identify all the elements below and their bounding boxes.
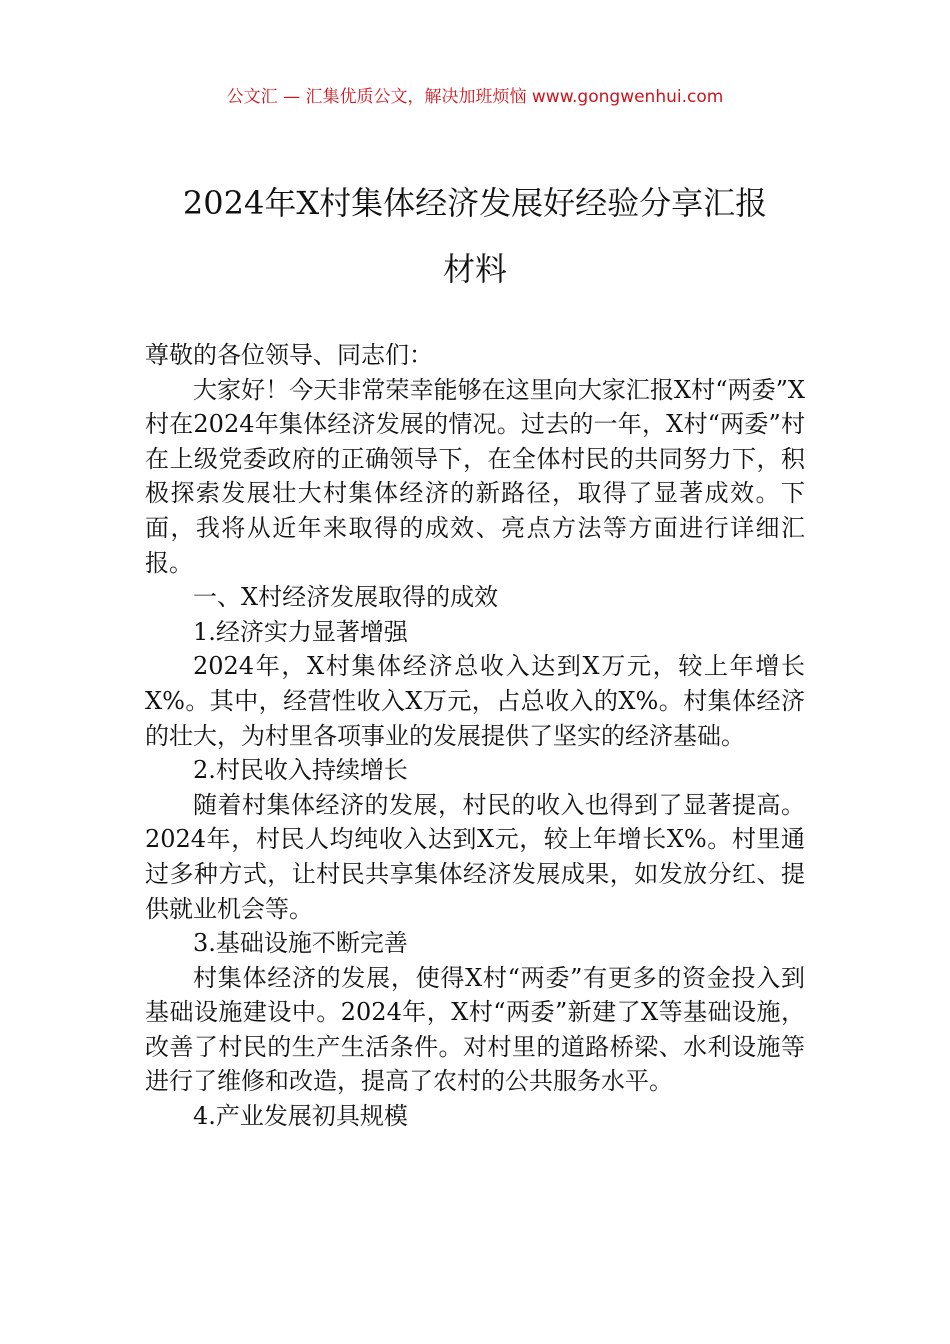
paragraph-1: 2024年，X村集体经济总收入达到X万元，较上年增长X%。其中，经营性收入X万元，占总收入的X%。村集体经济的壮大，为村里各项事业的发展提供了坚实的经济基础。 bbox=[145, 652, 805, 750]
paragraph-3: 村集体经济的发展，使得X村“两委”有更多的资金投入到基础设施建设中。2024年，X村“两委”新建了X等基础设施，改善了村民的生产生活条件。对村里的道路桥梁、水利设施等进行了维修和改造，提高了农村的公共服务水平。 bbox=[145, 963, 805, 1096]
document-body bbox=[145, 338, 805, 1134]
watermark-banner[interactable]: 公文汇 — 汇集优质公文，解决加班烦恼 www.gongwenhui.com bbox=[226, 87, 724, 107]
subheading-2: 2.村民收入持续增长 bbox=[193, 756, 408, 785]
subheading-4: 4.产业发展初具规模 bbox=[193, 1102, 408, 1131]
title-line-2: 材料 bbox=[442, 250, 507, 288]
title-line-1: 2024年X村集体经济发展好经验分享汇报 bbox=[182, 184, 768, 222]
subheading-1: 1.经济实力显著增强 bbox=[193, 617, 408, 646]
page-title bbox=[120, 170, 830, 302]
paragraph-2: 随着村集体经济的发展，村民的收入也得到了显著提高。2024年，村民人均纯收入达到X元，较上年增长X%。村里通过多种方式，让村民共享集体经济发展成果，如发放分红、提供就业机会等。 bbox=[145, 790, 805, 923]
salutation: 尊敬的各位领导、同志们： bbox=[145, 341, 433, 369]
section-heading-1: 一、X村经济发展取得的成效 bbox=[193, 583, 499, 612]
subheading-3: 3.基础设施不断完善 bbox=[193, 929, 408, 958]
intro-paragraph: 大家好！今天非常荣幸能够在这里向大家汇报X村“两委”X村在2024年集体经济发展的情况。过去的一年，X村“两委”村在上级党委政府的正确领导下，在全体村民的共同努力下，积极探索发展壮大村集体经济的新路径，取得了显著成效。下面，我将从近年来取得的成效、亮点方法等方面进行详细汇报。 bbox=[145, 375, 805, 577]
